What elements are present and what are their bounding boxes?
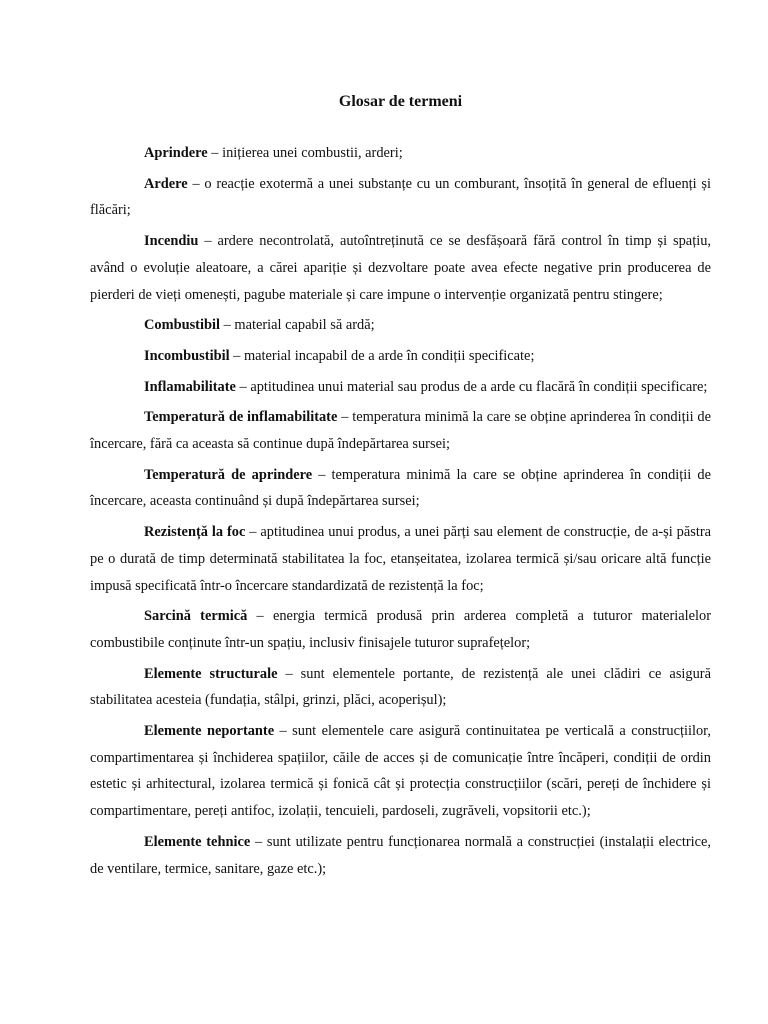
glossary-term: Incendiu xyxy=(144,233,199,250)
glossary-term: Sarcină termică xyxy=(144,608,248,625)
glossary-definition: – energia termică produsă prin arderea completă a tuturor materialelor combustibile conținute într-un spațiu, inclusiv finisajele tuturor suprafețelor; xyxy=(90,608,711,651)
glossary-definition: – sunt utilizate pentru funcționarea normală a construcției (instalații electrice, de ventilare, termice, sanitare, gaze etc.); xyxy=(90,833,711,877)
glossary-definition: – material incapabil de a arde în condiții specificate; xyxy=(229,347,535,364)
glossary-definition: – inițierea unei combustii, arderi; xyxy=(207,145,403,161)
glossary-entry-temperatura-inflamabilitate xyxy=(90,404,711,457)
glossary-definition: – temperatura minimă la care se obține aprinderea în condiții de încercare, aceasta continuând și după îndepărtarea sursei; xyxy=(90,466,711,510)
glossary-definition: – aptitudinea unui produs, a unei părți sau element de construcție, de a-și păstra pe o durată de timp determinată stabilitatea la foc, etanșeitatea, izolarea termică și/sau oricare altă funcție impusă specificată într-o încercare standardizată de rezistență la foc; xyxy=(90,524,711,594)
glossary-term: Rezistență la foc xyxy=(144,524,246,541)
glossary-definition: – ardere necontrolată, autoîntreținută ce se desfășoară fără control în timp și spațiu, având o evoluție aleatoare, a cărei apariție și dezvoltare poate avea efecte negative prin producerea de pierderi de vieți omenești, pagube materiale și care impune o intervenție organizată pentru stingere; xyxy=(90,233,711,303)
glossary-definition: – material capabil să ardă; xyxy=(219,317,375,334)
glossary-term: Elemente structurale xyxy=(144,665,278,682)
glossary-term: Aprindere xyxy=(144,145,208,161)
glossary-term: Temperatură de inflamabilitate xyxy=(144,409,338,426)
glossary-definition: – temperatura minimă la care se obține aprinderea în condiții de încercare, fără ca aceasta să continue după îndepărtarea sursei; xyxy=(90,409,711,453)
glossary-entry-elemente-tehnice xyxy=(90,829,711,882)
glossary-term: Inflamabilitate xyxy=(144,378,236,395)
glossary-entry-inflamabilitate xyxy=(90,374,711,401)
glossary-entry-temperatura-aprindere xyxy=(90,462,711,515)
glossary-term: Elemente neportante xyxy=(144,723,275,740)
glossary-definition: – aptitudinea unui material sau produs de a arde cu flacără în condiții specificare; xyxy=(235,378,708,395)
glossary-entry-elemente-neportante xyxy=(90,718,711,825)
glossary-definition: – sunt elementele portante, de rezistență ale unei clădiri ce asigură stabilitatea acesteia (fundația, stâlpi, grinzi, plăci, acoperișul); xyxy=(90,665,711,709)
glossary-entry-ardere xyxy=(90,171,711,224)
glossary-term: Combustibil xyxy=(144,317,220,334)
glossary-entry-elemente-structurale xyxy=(90,661,711,714)
glossary-entry-incombustibil xyxy=(90,343,711,370)
glossary-definition: – o reacție exotermă a unei substanțe cu un comburant, însoțită în general de efluenți și flăcări; xyxy=(90,175,711,219)
glossary-term: Ardere xyxy=(144,175,188,192)
glossary-term: Temperatură de aprindere xyxy=(144,466,313,483)
glossary-entry-aprindere xyxy=(90,140,711,167)
glossary-entry-combustibil xyxy=(90,312,711,339)
document-title: Glosar de termeni xyxy=(338,93,463,110)
glossary-term: Incombustibil xyxy=(144,347,230,364)
glossary-entry-incendiu xyxy=(90,228,711,308)
glossary-term: Elemente tehnice xyxy=(144,833,251,850)
glossary-entry-rezistenta-la-foc xyxy=(90,519,711,599)
glossary-entry-sarcina-termica xyxy=(90,603,711,656)
glossary-definition: – sunt elementele care asigură continuitatea pe verticală a construcțiilor, compartimentarea și închiderea spațiilor, căile de acces și de comunicație între încăperi, condiții de ordin estetic și arhitectural, izolarea termică și fonică cât și protecția construcțiilor (scări, pereți de închidere și compartimentare, pereți antifoc, izolații, tencuieli, pardoseli, zugrăveli, vopsitorii etc.); xyxy=(90,723,711,820)
